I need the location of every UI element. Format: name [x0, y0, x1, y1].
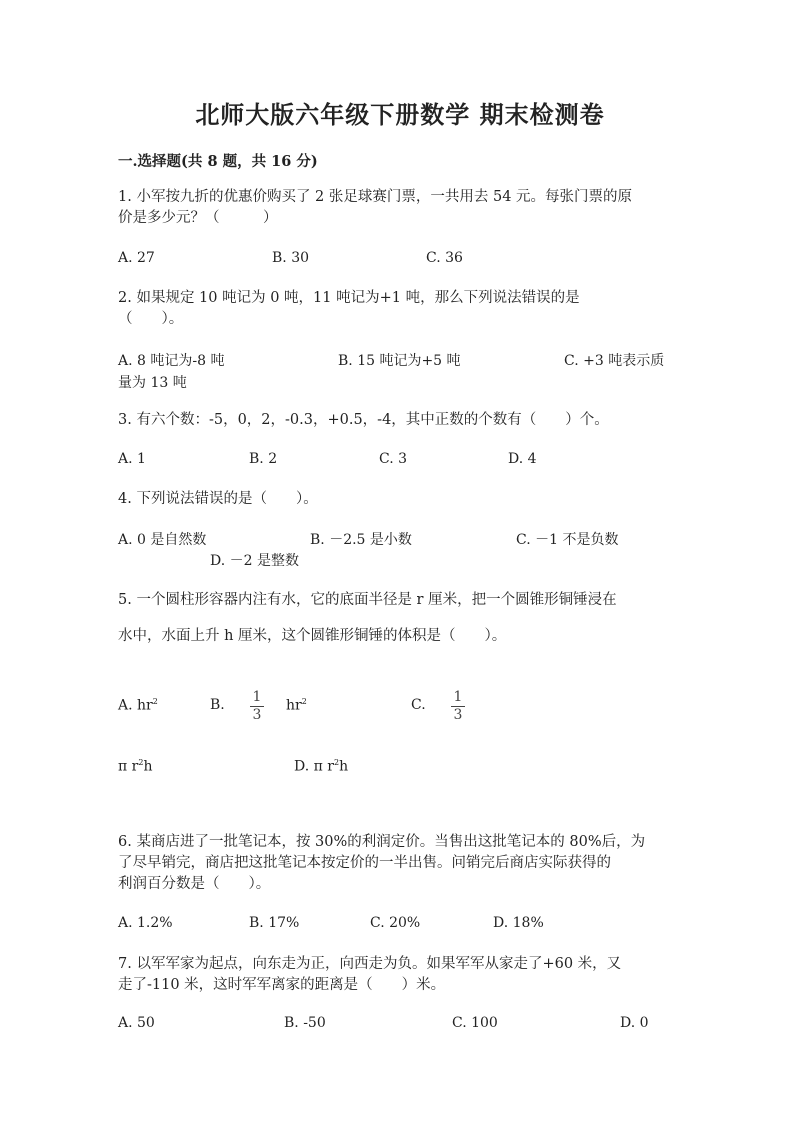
question-7-option-b: B. -50: [284, 1015, 326, 1031]
question-5-option-b-fraction: 1 3: [248, 690, 266, 723]
question-6-option-b: B. 17%: [249, 915, 300, 931]
question-3-option-d: D. 4: [508, 451, 537, 467]
question-1-line-2: 价是多少元？（ ）: [118, 210, 278, 226]
question-6-option-a: A. 1.2%: [118, 915, 173, 931]
question-6-line-3: 利润百分数是（ ）。: [118, 876, 271, 892]
question-2-line-1: 2. 如果规定 10 吨记为 0 吨，11 吨记为+1 吨，那么下列说法错误的是: [118, 290, 580, 306]
question-6-line-2: 了尽早销完，商店把这批笔记本按定价的一半出售。问销完后商店实际获得的: [118, 855, 611, 871]
question-1-line-1: 1. 小军按九折的优惠价购买了 2 张足球赛门票，一共用去 54 元。每张门票的原: [118, 189, 633, 205]
question-7-line-2: 走了-110 米，这时军军离家的距离是（ ）米。: [118, 977, 446, 993]
question-6-line-1: 6. 某商店进了一批笔记本，按 30%的利润定价。当售出这批笔记本的 80%后，为: [118, 834, 646, 850]
question-5-option-b-label: B.: [210, 697, 225, 713]
question-2-option-c-continued: 量为 13 吨: [118, 375, 187, 391]
question-4-option-d: D. －2 是整数: [210, 553, 299, 569]
question-3-option-c: C. 3: [379, 451, 408, 467]
question-5-option-a: A. $hr^2$: [118, 697, 158, 714]
question-5-option-c-continued: π $r^2h$: [118, 758, 153, 775]
section-heading: 一.选择题(共 8 题，共 16 分): [118, 153, 318, 170]
question-4-option-a: A. 0 是自然数: [118, 532, 207, 548]
question-1-option-a: A. 27: [118, 250, 155, 266]
question-7-line-1: 7. 以军军家为起点，向东走为正，向西走为负。如果军军从家走了+60 米，又: [118, 956, 622, 972]
question-3-option-a: A. 1: [118, 451, 146, 467]
question-7-option-a: A. 50: [118, 1015, 155, 1031]
question-4-option-c: C. －1 不是负数: [516, 532, 619, 548]
question-5-option-d: D. π $r^2h$: [294, 758, 349, 775]
question-5-line-2: 水中，水面上升 h 厘米，这个圆锥形铜锤的体积是（ ）。: [118, 628, 507, 644]
question-2-line-2: （ ）。: [118, 311, 184, 327]
question-1-option-c: C. 36: [426, 250, 463, 266]
question-7-option-d: D. 0: [620, 1015, 649, 1031]
question-6-option-d: D. 18%: [493, 915, 544, 931]
question-5-option-b-text: $hr^2$: [286, 697, 307, 714]
question-3-line-1: 3. 有六个数：-5，0，2，-0.3，+0.5，-4，其中正数的个数有（ ）个。: [118, 412, 609, 428]
question-7-option-c: C. 100: [452, 1015, 498, 1031]
question-2-option-b: B. 15 吨记为+5 吨: [338, 353, 461, 369]
question-4-option-b: B. －2.5 是小数: [310, 532, 412, 548]
question-6-option-c: C. 20%: [370, 915, 421, 931]
question-3-option-b: B. 2: [249, 451, 278, 467]
question-4-line-1: 4. 下列说法错误的是（ ）。: [118, 491, 318, 507]
question-5-option-c-label: C.: [411, 697, 426, 713]
page-title: 北师大版六年级下册数学 期末检测卷: [195, 100, 605, 129]
question-5-line-1: 5. 一个圆柱形容器内注有水，它的底面半径是 r 厘米，把一个圆锥形铜锤浸在: [118, 592, 617, 608]
question-1-option-b: B. 30: [272, 250, 310, 266]
question-2-option-a: A. 8 吨记为-8 吨: [118, 353, 225, 369]
question-5-option-c-fraction: 1 3: [449, 690, 467, 723]
question-2-option-c: C. +3 吨表示质: [564, 353, 665, 369]
